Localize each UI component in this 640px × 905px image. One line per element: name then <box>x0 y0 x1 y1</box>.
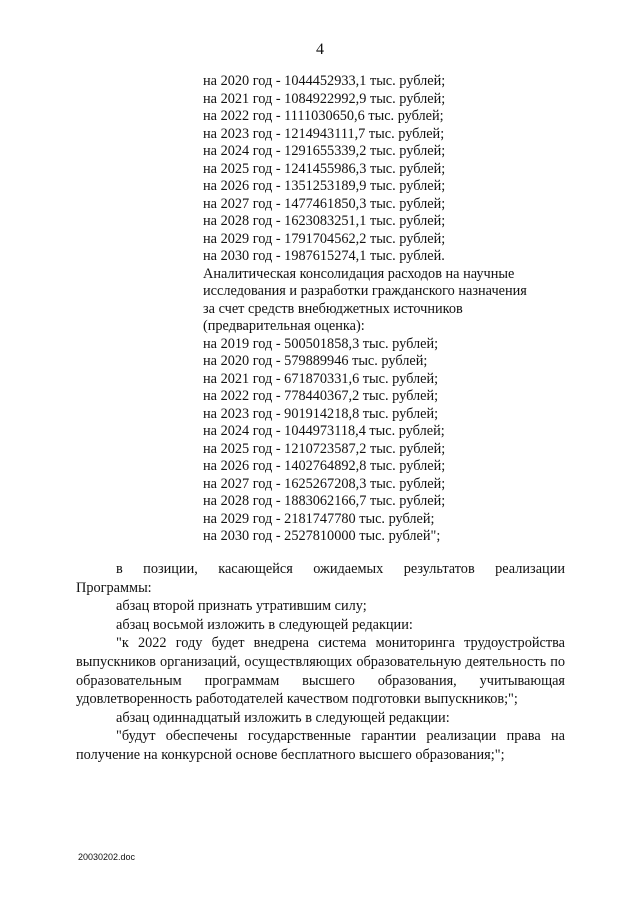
consolidation-heading-line: Аналитическая консолидация расходов на научные <box>203 265 515 282</box>
consolidation-heading-line: (предварительная оценка): <box>203 318 365 334</box>
funding-line-2023: на 2023 год - 1214943111,7 тыс. рублей; <box>203 125 445 142</box>
funding-line-2026: на 2026 год - 1351253189,9 тыс. рублей; <box>203 178 446 194</box>
paragraph-eleventh-intro: абзац одиннадцатый изложить в следующей редакции: <box>116 709 450 726</box>
funding-line-2022: на 2022 год - 1111030650,6 тыс. рублей; <box>203 108 444 124</box>
page-number: 4 <box>316 41 324 58</box>
extrabudget-line-2028: на 2028 год - 1883062166,7 тыс. рублей; <box>203 493 446 509</box>
funding-line-2021: на 2021 год - 1084922992,9 тыс. рублей; <box>203 90 446 107</box>
paragraph-eighth-quote: "к 2022 году будет внедрена система мониторинга трудоустройства выпускников организаций, осуществляющих образовательную деятельность по образовательным программам высшего образования, учитывающая удовлетворенность работодателей качеством подготовки выпускников;"; <box>76 635 565 708</box>
funding-line-2029: на 2029 год - 1791704562,2 тыс. рублей; <box>203 230 446 247</box>
extrabudget-line-2020: на 2020 год - 579889946 тыс. рублей; <box>203 353 428 369</box>
extrabudget-line-2021: на 2021 год - 671870331,6 тыс. рублей; <box>203 370 439 387</box>
funding-line-2020: на 2020 год - 1044452933,1 тыс. рублей; <box>203 73 446 89</box>
extrabudget-line-2022: на 2022 год - 778440367,2 тыс. рублей; <box>203 388 439 404</box>
extrabudget-line-2024: на 2024 год - 1044973118,4 тыс. рублей; <box>203 423 445 439</box>
extrabudget-line-2027: на 2027 год - 1625267208,3 тыс. рублей; <box>203 475 446 492</box>
extrabudget-line-2019: на 2019 год - 500501858,3 тыс. рублей; <box>203 335 439 352</box>
funding-list <box>203 73 573 546</box>
extrabudget-line-2023: на 2023 год - 901914218,8 тыс. рублей; <box>203 405 439 422</box>
consolidation-heading-line: за счет средств внебюджетных источников <box>203 300 463 317</box>
funding-line-2024: на 2024 год - 1291655339,2 тыс. рублей; <box>203 143 446 159</box>
extrabudget-line-2025: на 2025 год - 1210723587,2 тыс. рублей; <box>203 440 446 457</box>
paragraph-eighth-intro: абзац восьмой изложить в следующей редакции: <box>116 616 413 633</box>
amendment-text <box>76 560 565 765</box>
consolidation-heading-line: исследования и разработки гражданского назначения <box>203 283 527 299</box>
funding-line-2028: на 2028 год - 1623083251,1 тыс. рублей; <box>203 213 446 229</box>
funding-line-2027: на 2027 год - 1477461850,3 тыс. рублей; <box>203 195 446 212</box>
extrabudget-line-2026: на 2026 год - 1402764892,8 тыс. рублей; <box>203 458 446 474</box>
paragraph-expected-results-cont: Программы: <box>76 579 152 596</box>
funding-line-2030: на 2030 год - 1987615274,1 тыс. рублей. <box>203 248 445 264</box>
paragraph-eleventh-quote: "будут обеспечены государственные гарантии реализации права на получение на конкурсной основе бесплатного высшего образования;"; <box>76 728 565 763</box>
funding-line-2025: на 2025 год - 1241455986,3 тыс. рублей; <box>203 160 446 177</box>
extrabudget-line-2029: на 2029 год - 2181747780 тыс. рублей; <box>203 510 435 527</box>
paragraph-second-repealed: абзац второй признать утратившим силу; <box>116 598 367 615</box>
paragraph-expected-results: в позиции, касающейся ожидаемых результатов реализации <box>116 561 565 577</box>
footer-filename: 20030202.doc <box>78 852 136 862</box>
extrabudget-line-2030: на 2030 год - 2527810000 тыс. рублей"; <box>203 528 441 544</box>
